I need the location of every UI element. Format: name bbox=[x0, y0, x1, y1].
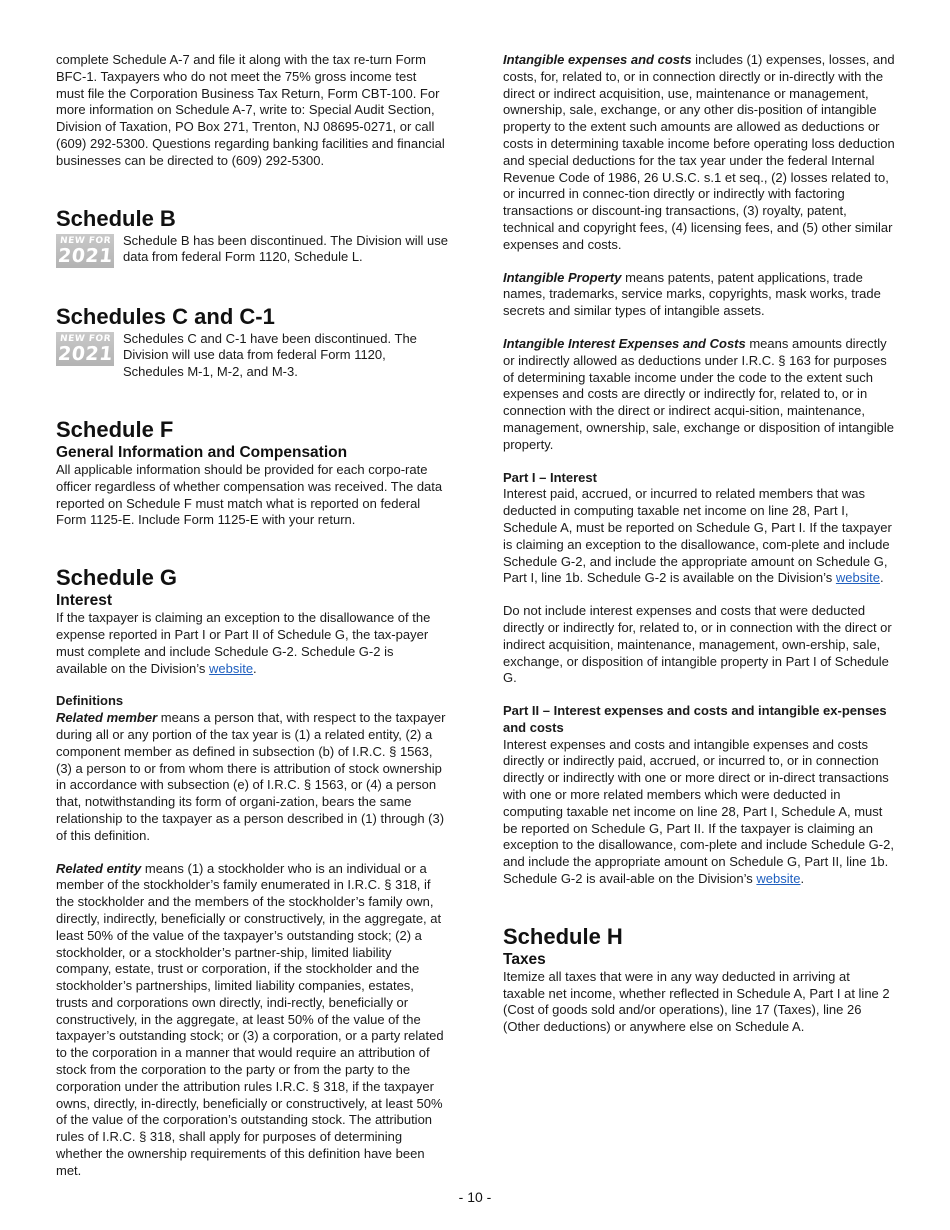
part-1-text bbox=[503, 486, 895, 587]
intangible-interest-definition bbox=[503, 336, 895, 454]
schedule-h-text: Itemize all taxes that were in any way deducted in arriving at taxable net income, whether reflected in Schedule A, Part I at line 2 (Cost of goods sold and/or operations), line 17 (Taxes), line 26 (Other deductions) or anywhere else on Schedule A. bbox=[503, 968, 890, 1035]
schedule-h-section bbox=[503, 924, 895, 1036]
part-1-text-body: Interest paid, accrued, or incurred to related members that was deducted in computing taxable net income on line 28, Part I, Schedule A, must be reported on Schedule G, Part I. If the taxpayer is claiming an exception to the disallowance, com-plete and include Schedule G-2, and include the appropriate amount on Schedule G, Part I, line 1b. Schedule G-2 is available on the Division’s bbox=[503, 486, 892, 586]
part-2-heading: Part II – Interest expenses and costs and intangible ex-penses and costs bbox=[503, 703, 887, 735]
schedule-b-text: Schedule B has been discontinued. The Division will use data from federal Form 1120, Schedule L. bbox=[123, 232, 448, 265]
schedule-c-title: Schedules C and C-1 bbox=[56, 303, 275, 329]
definitions-heading: Definitions bbox=[56, 693, 124, 709]
left-column bbox=[56, 52, 448, 1180]
part-1-heading: Part I – Interest bbox=[503, 469, 597, 485]
intangible-property-definition bbox=[503, 270, 895, 320]
related-member-text: means a person that, with respect to the taxpayer during all or any portion of the tax year is (1) a related entity, (2) a component member as defined in subsection (b) of I.R.C. § 1563, (3) a person to or from whom there is attribution of stock ownership in accordance with subsection (e) of I.R.C. § 1563, or (4) a person that, notwithstanding its form of organi-zation, bears the same relationship to the taxpayer as a person described in (1) through (3) of this definition. bbox=[56, 710, 446, 843]
schedule-g-text bbox=[56, 610, 448, 677]
related-entity-term: Related entity bbox=[56, 860, 142, 876]
intangible-expenses-definition bbox=[503, 52, 895, 254]
schedule-f-subtitle: General Information and Compensation bbox=[56, 443, 348, 461]
intro-paragraph: complete Schedule A-7 and file it along with the tax re-turn Form BFC-1. Taxpayers who do not meet the 75% gross income test must file the Corporation Business Tax Return, Form CBT-100. For more information on Schedule A-7, write to: Special Audit Section, Division of Taxation, PO Box 271, Trenton, NJ 08695-0271, or call (609) 292-5300. Questions regarding banking facilities and financial businesses can be directed to (609) 292-5300. bbox=[56, 52, 445, 168]
schedule-f-section bbox=[56, 417, 448, 529]
new-for-2021-badge bbox=[56, 234, 114, 268]
part-2-text bbox=[503, 737, 895, 888]
related-member-definition bbox=[56, 710, 448, 844]
schedule-f-text: All applicable information should be provided for each corpo-rate officer regardless of whether compensation was received. The data reported on Schedule F must match what is reported on federal Form 1125-E. Include Form 1125-E with your return. bbox=[56, 461, 443, 528]
intangible-property-term: Intangible Property bbox=[503, 269, 622, 285]
sentence-end: . bbox=[879, 570, 884, 586]
schedule-f-title: Schedule F bbox=[56, 416, 174, 442]
badge-year: 2021 bbox=[56, 244, 114, 267]
related-entity-definition bbox=[56, 861, 448, 1180]
intangible-expenses-text: includes (1) expenses, losses, and costs, for, related to, or in connection directly or in-directly with the direct or indirect acquisition, use, maintenance or management, ownership, sale, exchange, or any other dis-position of intangible property to the extent such amounts are allowed as deductions or costs in determining taxable income before operating loss deduction and special deductions for the tax year under the federal Internal Revenue Code of 1986, 26 U.S.C. s.1 et seq., (2) losses related to, or incurred in connec-tion directly or indirectly with factoring transactions or discount-ing transactions, (3) royalty, patent, technical and copyright fees, (4) licensing fees, and (5) other similar expenses and costs. bbox=[503, 52, 895, 252]
badge-label: NEW FOR bbox=[58, 333, 112, 344]
website-link[interactable]: website bbox=[208, 660, 254, 676]
badge-year: 2021 bbox=[56, 342, 114, 365]
schedule-b-title: Schedule B bbox=[56, 205, 176, 231]
part-2-text-body: Interest expenses and costs and intangible expenses and costs directly or indirectly paid, accrued, or incurred to, or in connection directly or indirectly with one or more direct or in-direct transactions with one or more related members which were deducted in computing taxable net income on line 28, Part I, Schedule A, must be reported on Schedule G, Part II. If the taxpayer is claiming an exception to the disallowance, com-plete and include Schedule G-2, and include the appropriate amount on Schedule G, Part II, line 1b. Schedule G-2 is avail-able on the Division’s bbox=[503, 736, 894, 887]
part-1-note: Do not include interest expenses and costs that were deducted directly or indirectly for, related to, or in connection with the direct or indirect acquisition, maintenance, management, own-ership, sale, exchange, or disposition of intangible property in Part I of Schedule G. bbox=[503, 603, 892, 686]
schedule-c-section bbox=[56, 304, 448, 381]
schedule-b-section bbox=[56, 206, 448, 268]
schedule-g-section bbox=[56, 565, 448, 1180]
schedule-g-title: Schedule G bbox=[56, 565, 178, 591]
new-for-2021-badge bbox=[56, 332, 114, 366]
related-member-term: Related member bbox=[56, 710, 158, 726]
schedule-h-subtitle: Taxes bbox=[503, 950, 546, 968]
badge-label: NEW FOR bbox=[58, 235, 112, 246]
intangible-interest-text: means amounts directly or indirectly allowed as deductions under I.R.C. § 163 for purposes of determining taxable income under the code to the extent such expenses and costs are directly or indirectly for, related to, or in connection with the direct or indirect acqui-sition, maintenance, management, ownership, sale, exchange or disposition of intangible property. bbox=[503, 335, 894, 452]
schedule-c-text: Schedules C and C-1 have been discontinued. The Division will use data from federal Form 1120, Schedules M-1, M-2, and M-3. bbox=[123, 330, 417, 380]
right-column bbox=[503, 52, 895, 1036]
schedule-h-title: Schedule H bbox=[503, 923, 623, 949]
schedule-c-notice bbox=[56, 331, 448, 381]
schedule-g-text-body: If the taxpayer is claiming an exception to the disallowance of the expense reported in Part I or Part II of Schedule G, the tax-payer must complete and include Schedule G-2. Schedule G-2 is available on the Division’s bbox=[56, 610, 431, 676]
schedule-g-subtitle: Interest bbox=[56, 592, 112, 610]
page-number: - 10 - bbox=[458, 1189, 492, 1205]
website-link[interactable]: website bbox=[756, 871, 801, 887]
website-link[interactable]: website bbox=[835, 570, 880, 586]
intangible-property-text: means patents, patent applications, trade names, trademarks, service marks, copyrights, mask works, trade secrets and similar types of intangible assets. bbox=[503, 269, 881, 319]
intangible-expenses-term: Intangible expenses and costs bbox=[503, 52, 692, 67]
related-entity-text: means (1) a stockholder who is an individual or a member of the stockholder’s family enumerated in I.R.C. § 318, if the stockholder and the members of the stockholder’s family own, directly, indirectly, beneficially or constructively, in the aggregate, at least 50% of the value of the taxpayer’s outstanding stock; (2) a stockholder, or a stockholder’s partner-ship, limited liability company, estate, trust or corporation, if the stockholder and the stockholder’s partnerships, limited liability companies, estates, trusts and corporations own directly, indi-rectly, beneficially or constructively, in the aggregate, at least 50% of the value of the taxpayer’s outstanding stock; or (3) a corporation, or a party related to the corporation in a manner that would require an attribution of stock from the corporation to the party or from the party to the corporation under the attribution rules I.R.C. § 318, if the taxpayer owns, directly, in-directly, beneficially or constructively, at least 50% of the value of the corporation’s outstanding stock. The attribution rules of I.R.C. § 318, shall apply for purposes of determining whether the ownership requirements of this definition have been met. bbox=[56, 860, 444, 1178]
intangible-interest-term: Intangible Interest Expenses and Costs bbox=[503, 335, 746, 351]
sentence-end: . bbox=[800, 871, 805, 887]
sentence-end: . bbox=[253, 660, 257, 676]
schedule-b-notice bbox=[56, 233, 448, 268]
